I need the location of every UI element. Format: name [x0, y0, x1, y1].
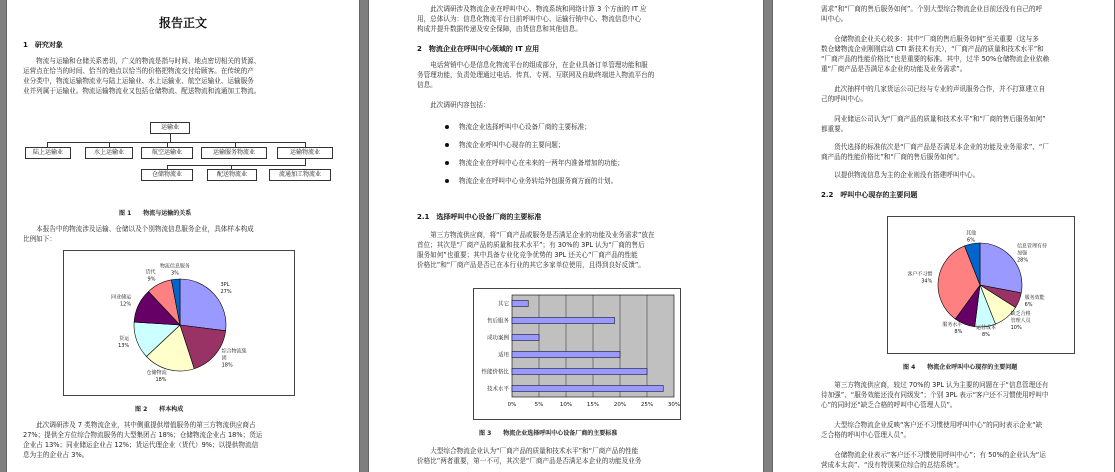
paragraph-line: 此次抽样中的几家货运公司已经与专业的声讯服务合作，并不打算建立自: [821, 85, 1046, 93]
paragraph-line: 物流与运输和仓储关系密切，广义的物流是指与时间、地点密切相关的货源、: [23, 57, 261, 65]
org-level3-box: 配送物流业: [207, 169, 257, 181]
sample-composition-chart: [63, 250, 295, 396]
category-label: 其它: [497, 301, 509, 308]
list-item: 物流企业在呼叫中心业务转给外包服务商方面的计划。: [445, 176, 617, 186]
bar: [512, 300, 528, 306]
slice-label: 其他 6%: [965, 230, 977, 244]
section-2-1-heading: 2.1 选择呼叫中心设备厂商的主要标准: [417, 213, 542, 221]
paragraph-line: 服务如何”也重要；其中具备专业化竞争优势的 3PL 还关心“厂商产品的性能: [417, 251, 638, 259]
paragraph-line: 息为主的企业占 3%。: [23, 451, 89, 459]
figure-2-caption: 图 2 样本构成: [135, 406, 184, 413]
list-item: 物流企业在呼叫中心在未来的一两年内准备增加的功能；: [445, 158, 624, 168]
figure-1-caption: 图 1 物流与运输的关系: [119, 210, 192, 217]
callcenter-issues-chart: [887, 216, 1075, 354]
paragraph-line: 都重要。: [821, 125, 848, 133]
x-tick-label: 15%: [586, 402, 600, 408]
paragraph-line: 27%；提供全方位综合物流服务的大型集团占 18%；仓储物流企业占 18%；货运: [23, 431, 263, 439]
figure-3-caption: 图 3 物流企业选择呼叫中心设备厂商的主要标准: [479, 430, 618, 437]
bar: [512, 385, 663, 391]
list-item: 物流企业选择呼叫中心设备厂商的主要标准；: [445, 122, 591, 132]
slice-label: 综合物流集团 18%: [221, 348, 247, 369]
org-level2-box: 运输服务物流业: [201, 147, 267, 159]
org-root-box: 运输业: [150, 122, 190, 134]
paragraph-line: 仓储物流企业关心较多：其中“厂商的售后服务如何”至关重要（这与多: [821, 35, 1039, 43]
bar-chart-svg: [474, 289, 680, 419]
document-page-2: [368, 0, 764, 472]
slice-label: 服务效能 6%: [1024, 295, 1045, 309]
pie-slice: [180, 279, 226, 331]
org-level2-box: 陆上运输业: [25, 147, 71, 159]
pie-slice: [980, 243, 1022, 293]
section-2-2-heading: 2.2 呼叫中心现存的主要问题: [821, 191, 918, 199]
paragraph-line: 首位；其次是“厂商产品的质量和技术水平”；有 30%的 3PL 认为“厂商的售后: [417, 241, 645, 249]
slice-label: 运营成本 8%: [976, 325, 997, 339]
org-connector: [167, 165, 306, 166]
bar: [512, 334, 539, 340]
x-tick-label: 25%: [640, 402, 654, 408]
paragraph-line: 大型综合物流企业反映“客户还不习惯使用呼叫中心”的同时表示企业“缺: [821, 421, 1043, 429]
org-connector: [170, 134, 171, 142]
paragraph-line: 货代选择的标准依次是“厂商产品是否满足本企业的功能及业务需求”、“厂: [821, 143, 1049, 151]
paragraph-line: 营成本太高”、“没有特别果位综合的总结系统”。: [821, 461, 964, 469]
org-level3-box: 仓储物流业: [141, 169, 193, 181]
paragraph-line: 务管理功能，负责处理通过电话、传真、专网、互联网及自助终端进入物流平台的: [417, 71, 655, 79]
org-connector: [47, 142, 306, 143]
slice-label: 货代 9%: [145, 269, 156, 283]
org-level3-box: 流通加工物流业: [269, 169, 331, 181]
paragraph-line: 乏合格的呼叫中心管理人员”。: [821, 431, 911, 439]
paragraph-line: 本报告中的物流涉及运输、仓储以及个别物流信息服务企业，具体样本构成: [23, 225, 254, 233]
paragraph-line: 业并列属于运输业。物流运输物流业又包括仓储物流、配送物流和流通加工物流。: [23, 87, 261, 95]
slice-label: 客户不习惯 34%: [907, 271, 933, 285]
org-level2-box: 航空运输业: [141, 147, 193, 159]
category-label: 售后服务: [486, 318, 509, 325]
paragraph-line: 用，总体认为：信息化物流平台目前呼叫中心、运输行销中心、物流信息中心: [417, 15, 642, 23]
paragraph-line: 信息。: [417, 81, 437, 89]
paragraph-line: 第三方物流供应商，将“厂商产品或服务是否满足企业的功能及业务需求”放在: [417, 231, 655, 239]
pie-chart-svg: [888, 217, 1074, 353]
pie-chart-svg: [64, 251, 294, 395]
paragraph-line: 此次调研内容包括：: [417, 101, 490, 109]
slice-label: 货运 13%: [118, 335, 130, 349]
x-tick-label: 0%: [507, 402, 517, 408]
bar: [512, 368, 647, 374]
x-tick-label: 5%: [534, 402, 544, 408]
bullet-icon: [445, 179, 449, 183]
paragraph-line: 此次调研涉及 7 类物流企业，其中侧重提供增值服务的第三方物流供应商占: [23, 421, 256, 429]
paragraph-line: 第三方物流供应商，较过 70%的 3PL 认为主要的问题在于“信息管理还有: [821, 381, 1049, 389]
bullet-icon: [445, 125, 449, 129]
paragraph-line: 运营点在恰当的时间、恰当的地点以恰当的价格把物流交付给顾客。在传统的产: [23, 67, 254, 75]
paragraph-line: 价格比”和“厂商产品是否已在本行业的其它多家单位使用，且得到良好反馈”。: [417, 261, 645, 269]
section-1-heading: 1 研究对象: [23, 41, 63, 49]
bar: [512, 351, 620, 357]
slice-label: 3PL 27%: [220, 281, 232, 295]
bullet-icon: [445, 161, 449, 165]
paragraph-line: 以提供物流信息为主的企业则没有搭建呼叫中心。: [821, 171, 980, 179]
paragraph-line: 待加强”、“服务效能还没有同级发”；个别 3PL 表示“客户还不习惯使用呼叫中: [821, 391, 1049, 399]
category-label: 技术水平: [486, 386, 509, 393]
slice-label: 信息管理有待加强 28%: [1016, 243, 1048, 264]
section-2-heading: 2 物流企业在呼叫中心领域的 IT 应用: [417, 45, 540, 53]
bullet-icon: [445, 143, 449, 147]
slice-label: 缺乏合格管理人员 10%: [1010, 310, 1031, 331]
paragraph-line: 重“厂商产品是否满足本企业的功能及业务需求”。: [821, 65, 967, 73]
document-page-3: [772, 0, 1115, 472]
paragraph-line: 比例如下：: [23, 235, 56, 243]
x-tick-label: 20%: [613, 402, 627, 408]
org-level2-box: 运输物流业: [277, 147, 333, 159]
slice-label: 物流信息服务 3%: [159, 263, 190, 277]
document-page-1: [6, 0, 360, 472]
paragraph-line: 企业占 13%；同业储运企业占 12%；货运代理企业（货代）9%；以提供物流信: [23, 441, 259, 449]
paragraph-line: “厂商产品的性能价格比”也是重要的标准。其中，过半 50%仓储物流企业依赖: [821, 55, 1049, 63]
category-label: 成功案例: [486, 335, 509, 342]
paragraph-line: 同业储运公司认为“厂商产品的质量和技术水平”和“厂商的售后服务如何”: [821, 115, 1046, 123]
slice-label: 仓储物流 18%: [146, 369, 167, 383]
org-level2-box: 水上运输业: [85, 147, 133, 159]
paragraph-line: 仓储物流企业表示“客户还不习惯使用呼叫中心”；有 50%的企业认为“运: [821, 451, 1046, 459]
paragraph-line: 电话营销中心是信息化物流平台的组成部分，在企业具备订单管理功能和服: [417, 61, 648, 69]
paragraph-line: 大型综合物流企业认为“厂商产品的质量和技术水平”和“厂商产品的性能: [417, 447, 639, 455]
x-tick-label: 10%: [559, 402, 573, 408]
category-label: 适用: [497, 352, 509, 359]
paragraph-line: 商产品的性能价格比”和“厂商的售后服务如何”。: [821, 153, 964, 161]
slice-label: 同业储运 12%: [111, 294, 132, 308]
bar: [512, 317, 615, 323]
paragraph-line: 需求”和“厂商的售后服务如何”。个别大型综合物流企业目前还没有自己的呼: [821, 5, 1043, 13]
figure-4-caption: 图 4 物流企业呼叫中心现存的主要问题: [903, 364, 1018, 371]
paragraph-line: 此次调研涉及物流企业在呼叫中心、物流系统和网络计算 3 个方面的 IT 应: [417, 5, 647, 13]
page-title: 报告正文: [158, 16, 207, 30]
slice-label: 服务水平 8%: [942, 322, 963, 336]
category-label: 性能价格比: [481, 369, 509, 376]
paragraph-line: 业分类中，物流运输物流业与陆上运输业、水上运输业、航空运输业、运输服务: [23, 77, 254, 85]
paragraph-line: 构成并提升数据传递及安全保障，由货信息和其他信息。: [417, 25, 582, 33]
vendor-criteria-chart: [473, 288, 681, 420]
paragraph-line: 数仓储物流企业刚刚启动 CTI 新技术有关），“厂商产品的质量和技术水平”和: [821, 45, 1044, 53]
list-item: 物流企业呼叫中心现存的主要问题；: [445, 140, 565, 150]
paragraph-line: 心”的同时还“缺乏合格的呼叫中心管理人员”。: [821, 401, 957, 409]
paragraph-line: 价格比”两者重要，第一不可，其次是“厂商产品是否满足本企业的功能及业务: [417, 457, 642, 465]
paragraph-line: 己的呼叫中心。: [821, 95, 868, 103]
x-tick-label: 30%: [667, 402, 680, 408]
paragraph-line: 叫中心。: [821, 15, 848, 23]
